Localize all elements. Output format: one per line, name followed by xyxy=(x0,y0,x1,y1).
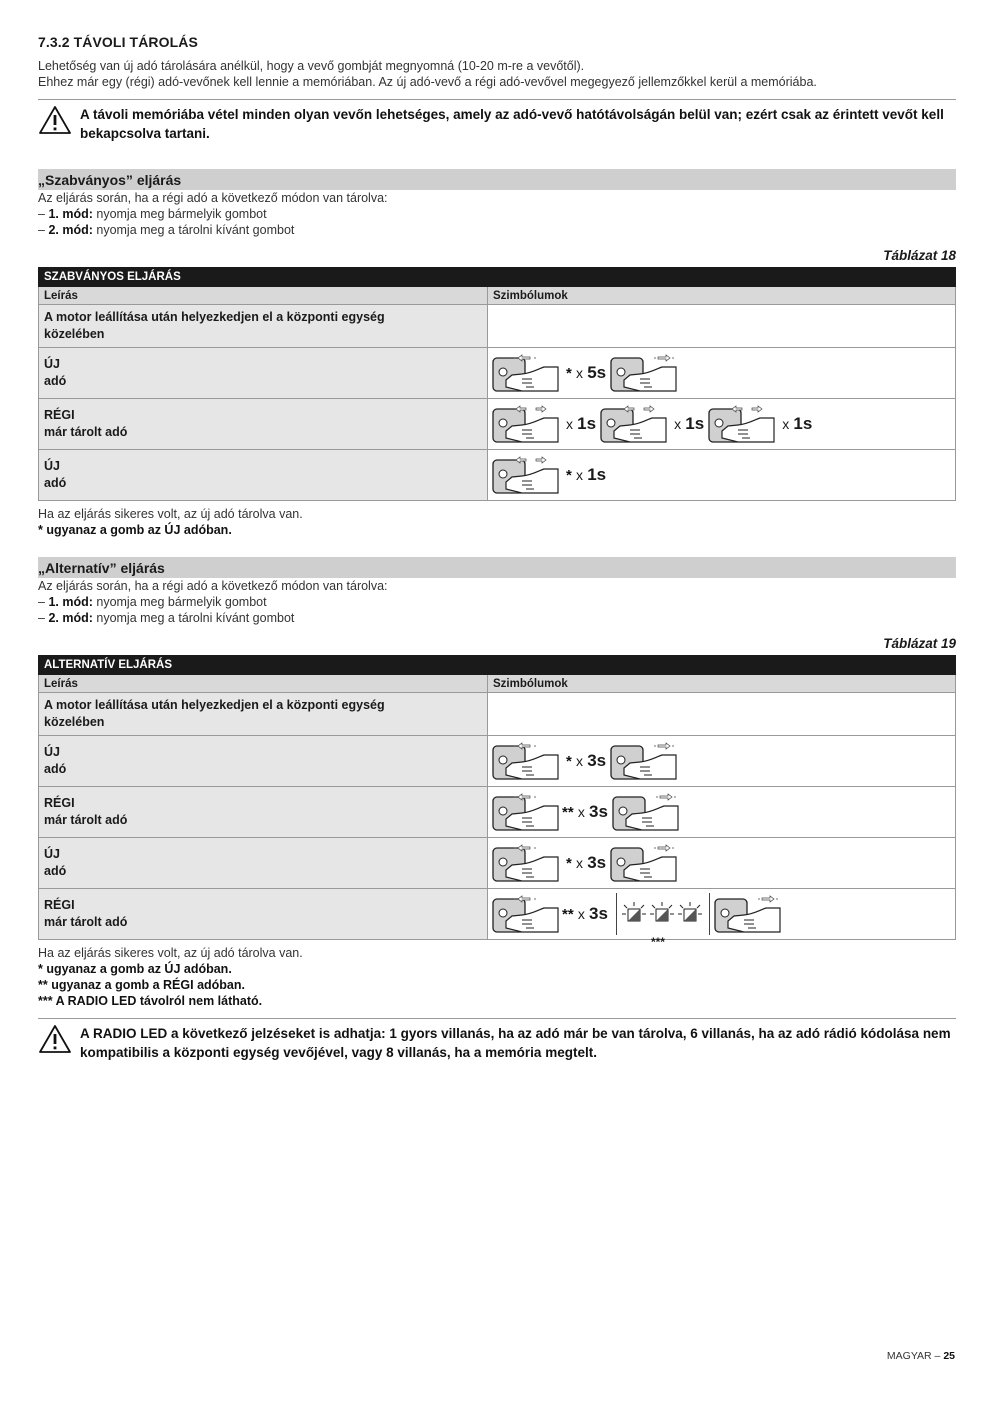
alternative-heading: „Alternatív” eljárás xyxy=(38,557,956,578)
section-title: 7.3.2 TÁVOLI TÁROLÁS xyxy=(38,34,198,50)
table-row: ÚJ adó * x 3s xyxy=(39,736,956,787)
table-row: RÉGI már tárolt adó ** x 3s xyxy=(39,787,956,838)
led-blink-icon xyxy=(649,901,677,927)
table-19 xyxy=(38,655,956,949)
led-blink-icon xyxy=(621,901,649,927)
warning-box-2 xyxy=(38,1018,956,1062)
alternative-note-4: *** A RADIO LED távolról nem látható. xyxy=(38,994,263,1008)
transmitter-press-right-icon xyxy=(612,792,682,832)
table-row: RÉGI már tárolt adó x 1s x 1s x 1s xyxy=(39,399,956,450)
table-row: ÚJ adó * x 1s xyxy=(39,450,956,501)
column-header-symbols: Szimbólumok xyxy=(488,287,956,305)
page-content xyxy=(38,34,956,1062)
standard-mode-2: – 2. mód: nyomja meg a tárolni kívánt gombot xyxy=(38,223,295,237)
alternative-note-3: ** ugyanaz a gomb a RÉGI adóban. xyxy=(38,978,245,992)
table-title: SZABVÁNYOS ELJÁRÁS xyxy=(39,268,956,287)
transmitter-press-left-icon xyxy=(492,741,562,781)
table-row: RÉGI már tárolt adó ** x 3s *** xyxy=(39,889,956,940)
transmitter-press-double-icon xyxy=(492,455,562,495)
transmitter-press-left-icon xyxy=(492,894,562,934)
table-18-caption: Táblázat 18 xyxy=(883,248,956,263)
warning-text-1: A távoli memóriába vétel minden olyan vevőn lehetséges, amely az adó-vevő hatótávolságán belül van; ezért csak az érintett vevőt kell bekapcsolva tartani. xyxy=(80,107,944,141)
transmitter-press-left-icon xyxy=(492,792,562,832)
warning-box-1 xyxy=(38,99,956,143)
warning-icon xyxy=(38,105,78,140)
transmitter-press-right-icon xyxy=(610,843,680,883)
transmitter-press-right-icon xyxy=(610,353,680,393)
column-header-description: Leírás xyxy=(39,675,488,693)
table-row: A motor leállítása után helyezkedjen el a központi egység közelében xyxy=(39,305,956,348)
table-18 xyxy=(38,267,956,501)
transmitter-press-double-icon xyxy=(492,404,562,444)
warning-text-2: A RADIO LED a következő jelzéseket is adhatja: 1 gyors villanás, ha az adó már be van tárolva, 6 villanás, ha az adó rádió kódolása nem kompatibilis a központi egység vevőjével, vagy 8 villanás, ha a memória megtelt. xyxy=(80,1026,951,1060)
alternative-mode-1: – 1. mód: nyomja meg bármelyik gombot xyxy=(38,595,267,609)
transmitter-press-right-icon xyxy=(714,894,784,934)
standard-lead: Az eljárás során, ha a régi adó a következő módon van tárolva: xyxy=(38,191,388,205)
alternative-note-2: * ugyanaz a gomb az ÚJ adóban. xyxy=(38,962,232,976)
transmitter-press-left-icon xyxy=(492,353,562,393)
transmitter-press-double-icon xyxy=(708,404,778,444)
table-title: ALTERNATÍV ELJÁRÁS xyxy=(39,656,956,675)
led-blink-group xyxy=(621,901,705,949)
divider xyxy=(616,893,617,935)
transmitter-press-left-icon xyxy=(492,843,562,883)
alternative-lead: Az eljárás során, ha a régi adó a következő módon van tárolva: xyxy=(38,579,388,593)
table-row: ÚJ adó * x 3s xyxy=(39,838,956,889)
column-header-description: Leírás xyxy=(39,287,488,305)
transmitter-press-right-icon xyxy=(610,741,680,781)
standard-mode-1: – 1. mód: nyomja meg bármelyik gombot xyxy=(38,207,267,221)
table-row: ÚJ adó * x 5s xyxy=(39,348,956,399)
table-row: A motor leállítása után helyezkedjen el a központi egység közelében xyxy=(39,693,956,736)
intro-text-1: Lehetőség van új adó tárolására anélkül, hogy a vevő gombját megnyomná (10-20 m-re a vevőtől). xyxy=(38,59,585,73)
standard-note-2: * ugyanaz a gomb az ÚJ adóban. xyxy=(38,523,232,537)
transmitter-press-double-icon xyxy=(600,404,670,444)
divider xyxy=(709,893,710,935)
led-blink-icon xyxy=(677,901,705,927)
intro-text-2: Ehhez már egy (régi) adó-vevőnek kell lennie a memóriában. Az új adó-vevő a régi adó-vevővel megegyező jellemzőkkel kerül a memóriába. xyxy=(38,75,817,89)
warning-icon xyxy=(38,1024,78,1059)
column-header-symbols: Szimbólumok xyxy=(488,675,956,693)
standard-heading: „Szabványos” eljárás xyxy=(38,169,956,190)
led-note-marker: *** xyxy=(650,935,665,949)
alternative-mode-2: – 2. mód: nyomja meg a tárolni kívánt gombot xyxy=(38,611,295,625)
page-number: 25 xyxy=(943,1350,955,1362)
page-footer: MAGYAR – 25 xyxy=(886,1350,955,1362)
standard-note-1: Ha az eljárás sikeres volt, az új adó tárolva van. xyxy=(38,507,303,521)
table-19-caption: Táblázat 19 xyxy=(883,636,956,651)
alternative-note-1: Ha az eljárás sikeres volt, az új adó tárolva van. xyxy=(38,946,303,960)
